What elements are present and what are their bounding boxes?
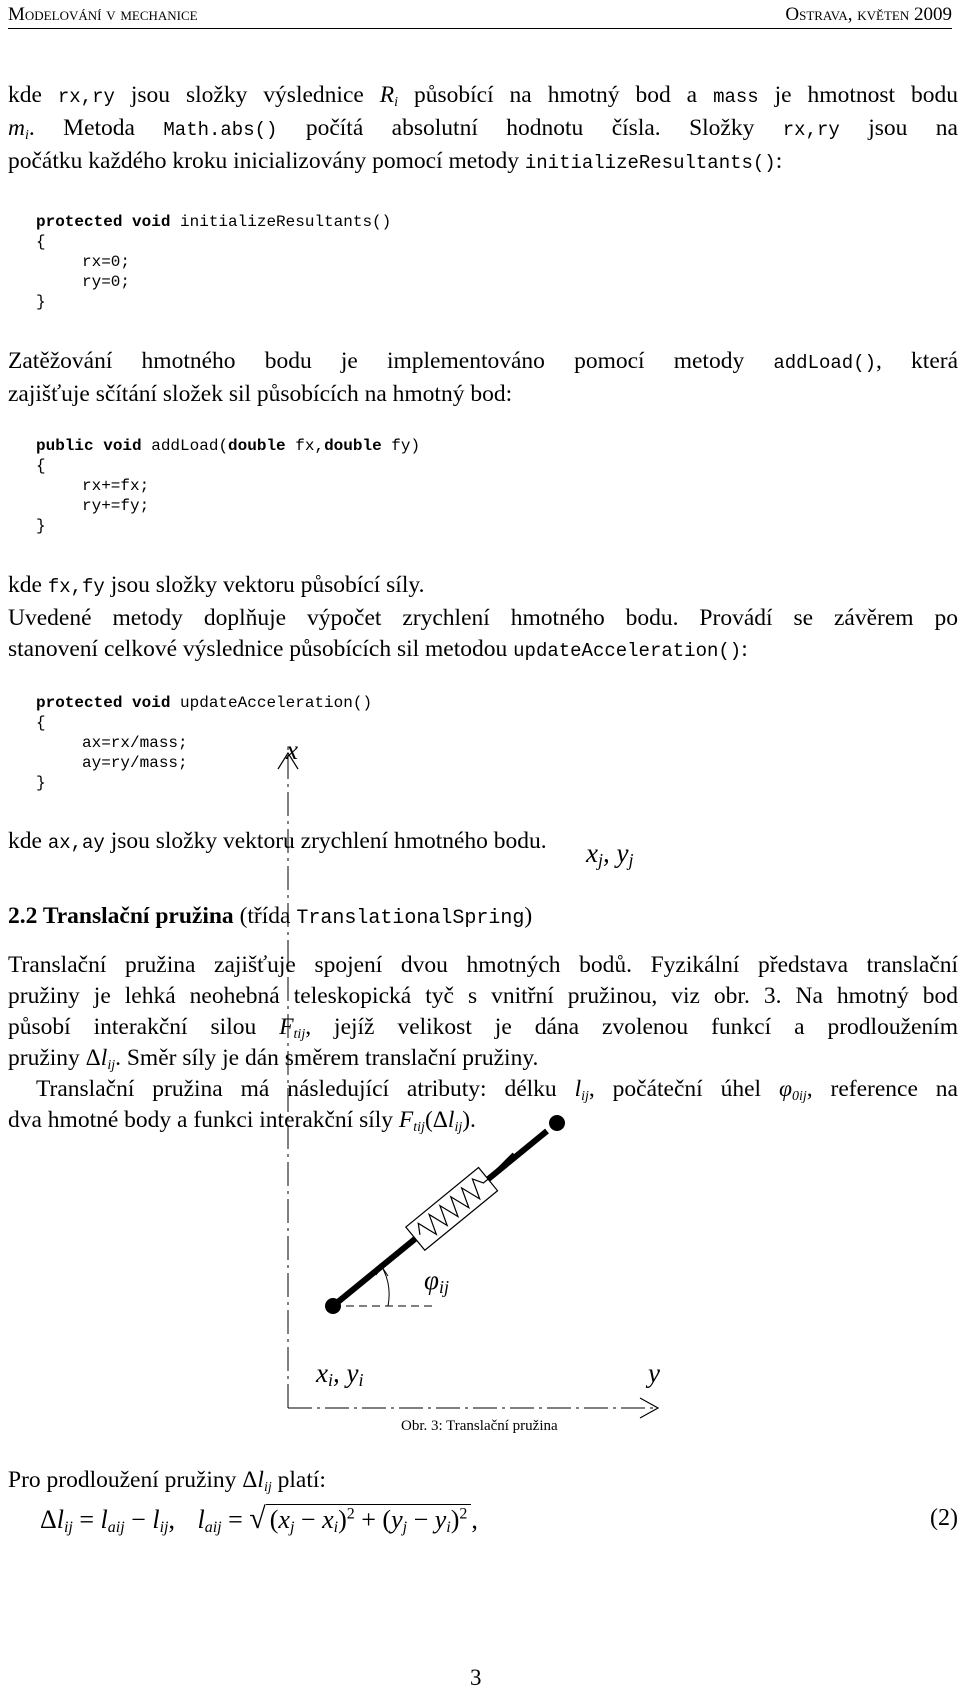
text: x xyxy=(316,1358,328,1388)
sub: i xyxy=(358,1370,364,1390)
section-title: 2.2 Translační pružina xyxy=(8,903,234,929)
header-right-text: strava, květen 2009 xyxy=(799,4,952,25)
code-text: updateAcceleration() xyxy=(170,694,373,712)
label-x-axis: x xyxy=(286,735,298,765)
text: stanovení celkové výslednice působících sil metodou xyxy=(8,636,514,662)
paragraph-elongation xyxy=(8,1465,958,1496)
eq-op: = xyxy=(72,1505,101,1534)
var: F xyxy=(398,1107,414,1133)
sub: ij xyxy=(263,1480,272,1495)
header-left-text: odelování v mechanice xyxy=(24,4,198,25)
code-brace: } xyxy=(36,774,46,792)
text: : xyxy=(741,636,748,662)
code-inline: Math.abs() xyxy=(163,119,278,141)
code-inline: initializeResultants() xyxy=(524,152,776,174)
text: působící na hmotný bod a xyxy=(398,82,714,108)
code-inline: rx,ry xyxy=(782,119,840,141)
eq-op: , xyxy=(168,1505,175,1534)
eq-sub: aij xyxy=(204,1519,222,1536)
eq-var: y xyxy=(434,1505,447,1534)
code-keyword: protected void xyxy=(36,694,171,712)
code-inline: addLoad() xyxy=(773,352,876,374)
label-angle xyxy=(424,1265,449,1296)
code-brace: { xyxy=(36,457,46,475)
code-block-initialize xyxy=(36,212,391,312)
text: φ xyxy=(424,1265,439,1295)
eq-sup: 2 xyxy=(459,1505,468,1523)
eq-sub: ij xyxy=(159,1519,169,1536)
text: jsou na xyxy=(839,115,958,141)
code-text: fx, xyxy=(285,437,325,455)
eq-var: l xyxy=(197,1505,205,1534)
code-inline: TranslationalSpring xyxy=(296,907,525,930)
text: , počáteční úhel xyxy=(588,1076,779,1102)
code-inline: fx,fy xyxy=(47,576,105,598)
code-brace: { xyxy=(36,714,46,732)
text: . Směr síly je dán směrem translační pružiny. xyxy=(115,1045,539,1071)
code-text: fy) xyxy=(381,437,421,455)
eq-var: x xyxy=(278,1505,290,1534)
code-inline: ax,ay xyxy=(47,832,105,854)
figure-caption: Obr. 3: Translační pružina xyxy=(401,1418,558,1434)
text-line xyxy=(8,113,958,146)
text: jsou složky vektoru zrychlení hmotného bodu. xyxy=(104,828,547,854)
code-brace: } xyxy=(36,517,46,535)
code-line: ax=rx/mass; xyxy=(82,734,188,752)
text-line: Translační pružina zajišťuje spojení dvou hmotných bodů. Fyzikální představa translační xyxy=(8,952,958,978)
text: Pro prodloužení pružiny Δ xyxy=(8,1467,258,1493)
eq-delta: Δ xyxy=(40,1505,57,1534)
text-line xyxy=(8,1465,958,1496)
paragraph-acceleration xyxy=(8,570,958,667)
sub: 0ij xyxy=(791,1089,807,1104)
text: , y xyxy=(603,838,629,868)
code-brace: } xyxy=(36,293,46,311)
eq-sub: j xyxy=(289,1519,295,1536)
sqrt-icon: √ xyxy=(249,1502,266,1535)
paragraph-addload xyxy=(8,346,958,410)
text: Translační pružina má následující atributy: délku xyxy=(36,1076,575,1102)
var: l xyxy=(447,1107,455,1133)
spring-coil xyxy=(406,1168,498,1251)
eq-sub: i xyxy=(333,1519,339,1536)
text: , reference na xyxy=(806,1076,958,1102)
code-brace: { xyxy=(36,233,46,251)
label-y-axis: y xyxy=(648,1358,660,1388)
text: počítá absolutní hodnotu čísla. Složky xyxy=(277,115,783,141)
text: : xyxy=(775,148,783,174)
eq-op: + xyxy=(354,1505,383,1534)
text-line: zajišťuje sčítání složek sil působících na hmotný bod: xyxy=(8,381,513,407)
text-line: Uvedené metody doplňuje výpočet zrychlení hmotného bodu. Provádí se závěrem po xyxy=(8,605,958,631)
var: F xyxy=(279,1014,294,1040)
equation-2 xyxy=(40,1502,478,1536)
eq-sub: aij xyxy=(107,1519,125,1536)
var: R xyxy=(379,82,395,108)
eq-var: y xyxy=(391,1505,403,1534)
text-line xyxy=(8,346,958,379)
text: působí interakční silou xyxy=(8,1014,280,1040)
sub: i xyxy=(24,128,29,143)
sub: j xyxy=(597,850,603,870)
text: kde xyxy=(8,828,48,854)
var: m xyxy=(8,115,25,141)
text: x xyxy=(586,838,598,868)
eq-op: = xyxy=(221,1505,250,1534)
sub: tij xyxy=(413,1120,425,1135)
eq-sub: i xyxy=(446,1519,451,1536)
code-keyword: public void xyxy=(36,437,142,455)
sub: tij xyxy=(293,1027,306,1042)
text: pružiny Δ xyxy=(8,1045,101,1071)
var: l xyxy=(100,1045,108,1071)
text-line xyxy=(8,634,958,667)
text: počátku každého kroku inicializovány pomocí metody xyxy=(8,148,525,174)
text: jsou složky výslednice xyxy=(114,82,380,108)
code-line: rx=0; xyxy=(82,253,131,271)
eq-op: , xyxy=(471,1505,478,1534)
var: l xyxy=(257,1467,264,1493)
text-line: pružiny je lehká neohebná teleskopická tyč s vnitřní pružinou, viz obr. 3. Na hmotný bod xyxy=(8,983,958,1009)
equation-number: (2) xyxy=(930,1505,958,1531)
eq-sub: j xyxy=(402,1519,408,1536)
running-header xyxy=(8,2,952,29)
eq-var: l xyxy=(100,1505,108,1534)
text: kde xyxy=(8,82,58,108)
code-keyword: protected void xyxy=(36,213,171,231)
eq-var: l xyxy=(56,1505,64,1534)
text: (Δ xyxy=(424,1107,448,1133)
text: , která xyxy=(876,348,959,374)
header-right-initial: O xyxy=(785,4,800,25)
text: kde xyxy=(8,572,48,598)
eq-sup: 2 xyxy=(346,1505,355,1523)
code-keyword: double xyxy=(324,437,382,455)
code-inline: mass xyxy=(713,86,759,108)
eq-sub: ij xyxy=(63,1519,73,1536)
paragraph-resultants xyxy=(8,80,958,179)
label-point-j xyxy=(586,838,634,869)
code-text: addLoad( xyxy=(141,437,229,455)
text: Zatěžování hmotného bodu je implementováno pomocí metody xyxy=(8,348,774,374)
code-line: ry=0; xyxy=(82,273,131,291)
sub: ij xyxy=(581,1089,589,1104)
mass-point-j xyxy=(549,1115,565,1131)
eq-var: l xyxy=(152,1505,160,1534)
label-point-i xyxy=(316,1358,364,1389)
code-line: ay=ry/mass; xyxy=(82,754,188,772)
sub: i xyxy=(394,95,399,110)
text: dva hmotné body a funkci interakční síly xyxy=(8,1107,399,1133)
text: jsou složky vektoru působící síly. xyxy=(104,572,425,598)
text: ) xyxy=(524,903,533,929)
text-line xyxy=(8,570,958,603)
text: je hmotnost bodu xyxy=(758,82,958,108)
sub: i xyxy=(327,1370,333,1390)
text: (třída xyxy=(233,903,297,929)
page-number: 3 xyxy=(470,1665,482,1690)
code-block-addload xyxy=(36,436,420,536)
eq-var: x xyxy=(322,1505,334,1534)
var: l xyxy=(574,1076,582,1102)
text: platí: xyxy=(271,1467,326,1493)
var: φ xyxy=(778,1076,792,1102)
header-right xyxy=(785,4,952,26)
sub: ij xyxy=(438,1277,449,1297)
spring-rod-end xyxy=(491,1154,514,1177)
eq-op: − xyxy=(124,1505,153,1534)
code-line: rx+=fx; xyxy=(82,477,150,495)
sub: j xyxy=(628,850,634,870)
header-left-initial: M xyxy=(8,4,25,25)
header-left xyxy=(8,4,198,26)
code-inline: updateAcceleration() xyxy=(513,640,742,662)
text: , jejíž velikost je dána zvolenou funkcí a prodloužením xyxy=(305,1014,958,1040)
text: , y xyxy=(333,1358,359,1388)
text: . Metoda xyxy=(28,115,164,141)
code-keyword: double xyxy=(228,437,286,455)
sub: ij xyxy=(454,1120,463,1135)
code-inline: rx,ry xyxy=(57,86,115,108)
code-line: ry+=fy; xyxy=(82,497,150,515)
sqrt-body: $(x_j - x_i)^2 + (y_j - y_i)^2$ xyxy=(266,1504,472,1534)
text: ). xyxy=(462,1107,476,1133)
text-line xyxy=(8,80,958,113)
sub: ij xyxy=(107,1058,116,1073)
code-text: initializeResultants() xyxy=(170,213,392,231)
text-line xyxy=(8,146,958,179)
